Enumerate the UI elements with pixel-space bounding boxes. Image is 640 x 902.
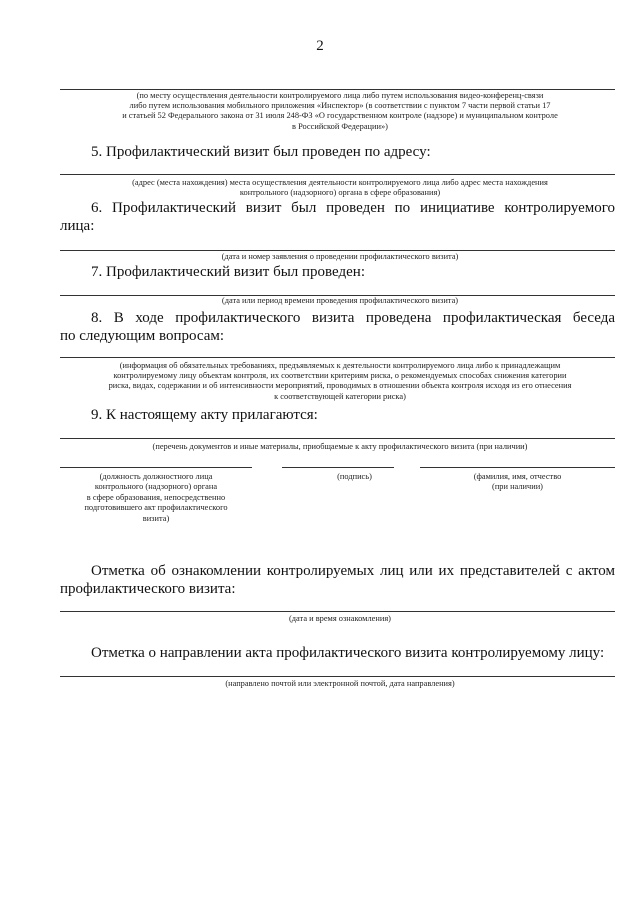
signature-name-line-text: (при наличии) [492,482,543,492]
direction-fill-line [60,676,615,677]
item7-caption: (дата или период времени проведения профилактического визита) [221,296,459,305]
signature-position-line-text: (должность должностного лица [99,472,213,481]
direction-caption: (направлено почтой или электронной почтой, дата направления) [225,679,455,688]
item8-caption-line: риска, видах, содержании и об интенсивности мероприятий, проводимых в отношении объекта контроля исходя из его отнесения [108,381,572,391]
top-caption-line: либо путем использования мобильного приложения «Инспектор» (в соответствии с пунктом 7 части первой статьи 17 [129,101,551,111]
item5-fill-line [60,174,615,175]
item5-caption [60,178,620,198]
item6-text [60,199,615,235]
signature-position-line [60,467,252,468]
acquaintance-caption: (дата и время ознакомления) [289,614,391,623]
acquaintance-line2: профилактического визита: [60,581,236,597]
signature-position-line-text: визита) [142,513,170,523]
acquaintance-fill-line [60,611,615,612]
item8-fill-line [60,357,615,358]
item7-text: 7. Профилактический визит был проведен: [91,264,365,280]
signature-sign-line [282,467,394,468]
item8-caption [60,361,620,402]
signature-name-line [420,467,615,468]
signature-name-line-text: (фамилия, имя, отчество [473,472,562,481]
item6-line2: лица: [60,218,95,234]
top-fill-line [60,89,615,90]
signature-position-line-text: в сфере образования, непосредственно [86,492,226,502]
page-number: 2 [316,38,324,54]
item9-caption: (перечень документов и иные материалы, приобщаемые к акту профилактического визита (при наличии) [152,442,528,451]
item8-line2: по следующим вопросам: [60,328,225,344]
acquaintance-text [60,562,615,598]
item8-caption-line: к соответствующей категории риска) [274,391,406,401]
item9-fill-line [60,438,615,439]
signature-position-line-text: контрольного (надзорного) органа [94,482,218,492]
item8-line1: 8. В ходе профилактического визита проведена профилактическая беседа [91,310,615,326]
item5-caption-line: (адрес (места нахождения) места осуществления деятельности контролируемого лица либо адрес места нахождения [132,178,548,187]
signature-sign-caption: (подпись) [337,472,372,481]
item5-caption-line: контрольного (надзорного) органа в сфере образования) [239,188,441,198]
top-caption-line: (по месту осуществления деятельности контролируемого лица либо путем использования видео-конференц-связи [136,91,544,100]
direction-text: Отметка о направлении акта профилактического визита контролируемому лицу: [91,645,605,661]
item8-text [60,309,615,345]
signature-position-line-text: подготовившего акт профилактического [84,503,228,513]
item6-caption: (дата и номер заявления о проведении профилактического визита) [221,252,459,261]
item6-line1: 6. Профилактический визит был проведен по инициативе контролируемого [91,200,615,216]
item9-text: 9. К настоящему акту прилагаются: [91,407,318,423]
top-caption-line: в Российской Федерации») [292,121,388,131]
item5-text: 5. Профилактический визит был проведен по адресу: [91,144,431,160]
acquaintance-line1: Отметка об ознакомлении контролируемых лиц или их представителей с актом [91,563,615,579]
top-caption [60,91,620,132]
item6-fill-line [60,250,615,251]
signature-name-caption [420,472,615,493]
top-caption-line: и статьей 52 Федерального закона от 31 июля 248-ФЗ «О государственном контроле (надзоре) и муниципальном контроле [122,111,558,121]
item8-caption-line: (информация об обязательных требованиях, предъявляемых к деятельности контролируемого лица либо к принадлежащим [119,361,561,370]
item8-caption-line: контролируемому лицу объектам контроля, их соответствии критериям риска, о рекомендуемых способах снижения категории [113,371,567,381]
signature-position-caption [60,472,252,524]
